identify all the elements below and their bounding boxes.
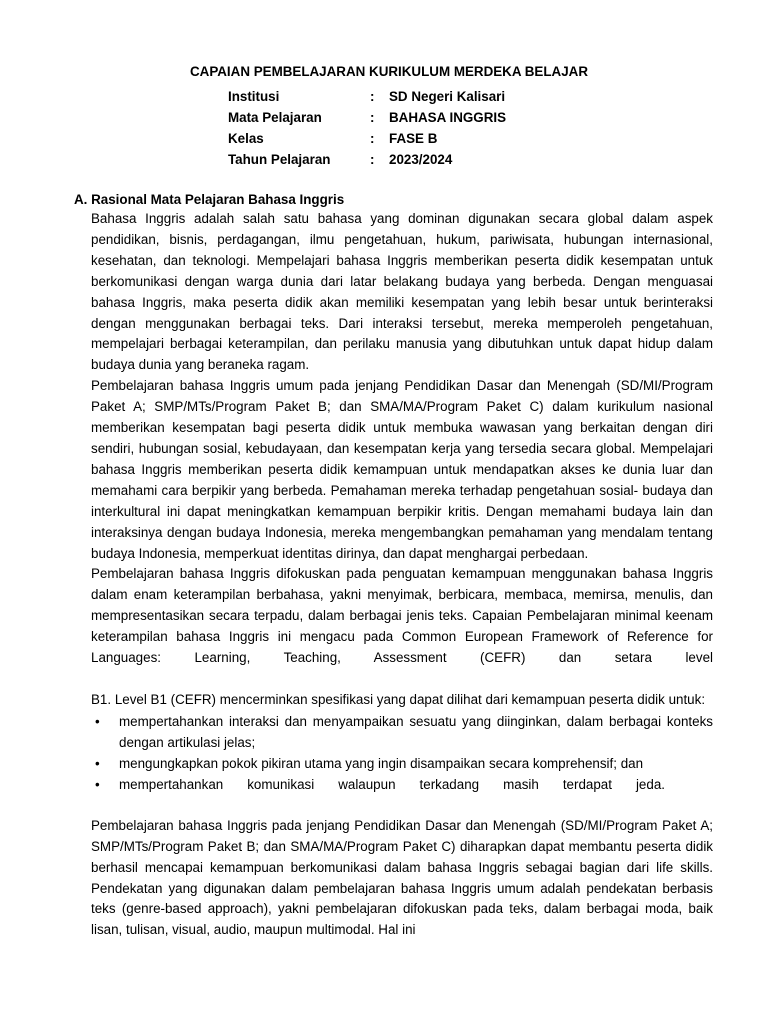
meta-colon: :: [370, 152, 375, 167]
meta-label: Institusi: [228, 89, 280, 104]
bullet-dot: •: [95, 755, 100, 771]
list-item: [91, 711, 713, 753]
meta-value: BAHASA INGGRIS: [389, 110, 507, 125]
paragraph-3: Pembelajaran bahasa Inggris difokuskan pada penguatan kemampuan menggunakan bahasa Inggris dalam enam keterampilan berbahasa, yakni menyimak, berbicara, membaca, memirsa, menulis, dan mempresentasikan secara terpadu, dalam berbagai jenis teks. Capaian Pembelajaran minimal keenam keterampilan bahasa Inggris ini mengacu pada Common European Framework of Reference for Languages: Learning, Teaching, Assessment (CEFR) dan setara level: [91, 566, 713, 666]
section-a-body: [91, 209, 713, 941]
bullet-text: mempertahankan interaksi dan menyampaikan sesuatu yang diinginkan, dalam berbagai konteks dengan artikulasi jelas;: [119, 713, 713, 750]
bullet-dot: •: [95, 776, 100, 792]
meta-value: 2023/2024: [389, 152, 453, 167]
bullet-text: mempertahankan komunikasi walaupun terkadang masih terdapat jeda.: [119, 776, 665, 792]
bullet-text: mengungkapkan pokok pikiran utama yang ingin disampaikan secara komprehensif; dan: [119, 755, 644, 771]
meta-label: Mata Pelajaran: [228, 110, 322, 125]
list-item: [91, 774, 713, 795]
b1-intro: B1. Level B1 (CEFR) mencerminkan spesifikasi yang dapat dilihat dari kemampuan peserta didik untuk:: [91, 691, 706, 707]
paragraph-1: Bahasa Inggris adalah salah satu bahasa yang dominan digunakan secara global dalam aspek pendidikan, bisnis, perdagangan, ilmu pengetahuan, hukum, pariwisata, hubungan internasional, kesehatan, dan teknologi. Mempelajari bahasa Inggris memberikan peserta didik kesempatan untuk berkomunikasi dengan warga dunia dari latar belakang budaya yang berbeda. Dengan menguasai bahasa Inggris, maka peserta didik akan memiliki kesempatan yang lebih besar untuk berinteraksi dengan menggunakan berbagai teks. Dari interaksi tersebut, mereka memperoleh pengetahuan, mempelajari berbagai keterampilan, dan perilaku manusia yang dibutuhkan untuk dapat hidup dalam budaya dunia yang beraneka ragam.: [91, 211, 713, 373]
bullet-dot: •: [95, 713, 100, 729]
meta-colon: :: [370, 131, 375, 146]
list-item: [91, 753, 713, 774]
meta-colon: :: [370, 89, 375, 104]
spacer: [91, 795, 713, 816]
spacer: [91, 669, 713, 690]
closing-paragraph: Pembelajaran bahasa Inggris pada jenjang Pendidikan Dasar dan Menengah (SD/MI/Program Paket A; SMP/MTs/Program Paket B; dan SMA/MA/Program Paket C) diharapkan dapat membantu peserta didik berhasil mencapai kemampuan berkomunikasi dalam bahasa Inggris sebagai bagian dari life skills. Pendekatan yang digunakan dalam pembelajaran bahasa Inggris umum adalah pendekatan berbasis teks (genre-based approach), yakni pembelajaran difokuskan pada teks, dalam berbagai moda, baik lisan, tulisan, visual, audio, maupun multimodal. Hal ini: [91, 817, 713, 938]
meta-label: Kelas: [228, 131, 264, 146]
document-title: CAPAIAN PEMBELAJARAN KURIKULUM MERDEKA BELAJAR: [189, 64, 588, 79]
meta-row-institusi: [228, 86, 506, 107]
meta-value: SD Negeri Kalisari: [389, 89, 506, 104]
metadata-table: [228, 86, 506, 170]
meta-row-kelas: [228, 128, 506, 149]
section-a-heading: A. Rasional Mata Pelajaran Bahasa Inggris: [74, 192, 345, 207]
meta-value: FASE B: [389, 131, 438, 146]
b1-bullet-list: [91, 711, 713, 795]
meta-colon: :: [370, 110, 375, 125]
meta-row-mata-pelajaran: [228, 107, 506, 128]
paragraph-2: Pembelajaran bahasa Inggris umum pada jenjang Pendidikan Dasar dan Menengah (SD/MI/Program Paket A; SMP/MTs/Program Paket B; dan SMA/MA/Program Paket C) dalam kurikulum nasional memberikan kesempatan bagi peserta didik untuk membuka wawasan yang berkaitan dengan diri sendiri, hubungan sosial, kebudayaan, dan kesempatan kerja yang tersedia secara global. Mempelajari bahasa Inggris memberikan peserta didik kemampuan untuk mendapatkan akses ke dunia luar dan memahami cara berpikir yang berbeda. Pemahaman mereka terhadap pengetahuan sosial- budaya dan interkultural ini dapat meningkatkan kemampuan berpikir kritis. Dengan memahami budaya lain dan interaksinya dengan budaya Indonesia, mereka mengembangkan pemahaman yang mendalam tentang budaya Indonesia, memperkuat identitas dirinya, dan dapat menghargai perbedaan.: [91, 378, 713, 561]
meta-row-tahun-pelajaran: [228, 149, 506, 170]
meta-label: Tahun Pelajaran: [228, 152, 331, 167]
